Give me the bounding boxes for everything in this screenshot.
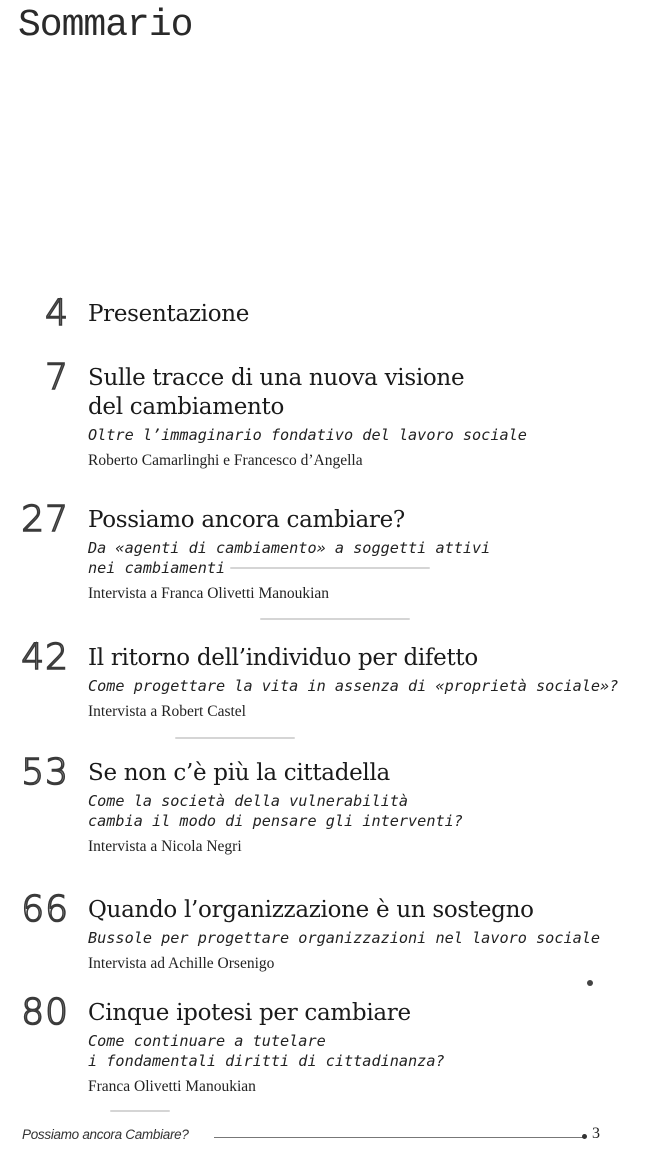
scan-smudge (110, 1110, 170, 1112)
entry-title (88, 896, 648, 925)
entry-title-line: Se non c’è più la cittadella (88, 760, 390, 786)
page-title: Sommario (18, 4, 193, 47)
page-number: 53 (21, 752, 69, 793)
scan-smudge (230, 567, 430, 569)
page-number: 4 (45, 293, 69, 334)
entry-content (88, 896, 648, 974)
entry-title (88, 999, 648, 1028)
entry-subtitle-line: Bussole per progettare organizzazioni nel lavoro sociale (88, 929, 601, 947)
footer-page-number: 3 (592, 1125, 600, 1142)
entry-author: Intervista a Nicola Negri (88, 838, 242, 855)
entry-title-line: del cambiamento (88, 394, 285, 420)
entry-title-line: Possiamo ancora cambiare? (88, 507, 405, 533)
entry-content (88, 644, 648, 722)
footer-rule (214, 1137, 584, 1138)
entry-subtitle (88, 425, 648, 445)
entry-title (88, 364, 648, 422)
entry-subtitle (88, 1031, 648, 1071)
entry-author: Intervista a Robert Castel (88, 703, 246, 720)
entry-subtitle-line: Oltre l’immaginario fondativo del lavoro sociale (88, 426, 527, 444)
scan-smudge (260, 618, 410, 620)
entry-title-line: Presentazione (88, 301, 250, 327)
entry-title (88, 644, 648, 673)
entry-title-line: Cinque ipotesi per cambiare (88, 1000, 411, 1026)
entry-title-line: Sulle tracce di una nuova visione (88, 365, 465, 391)
footer-title: Possiamo ancora Cambiare? (22, 1127, 189, 1142)
entry-content (88, 364, 648, 471)
entry-subtitle-line: Come progettare la vita in assenza di «proprietà sociale»? (88, 677, 619, 695)
entry-content (88, 300, 648, 329)
entry-subtitle (88, 538, 648, 578)
entry-subtitle-line: i fondamentali diritti di cittadinanza? (88, 1052, 445, 1070)
entry-title (88, 759, 648, 788)
entry-title (88, 506, 648, 535)
page-number: 27 (21, 499, 69, 540)
page-footer (22, 1126, 634, 1148)
entry-subtitle-line: Come continuare a tutelare (88, 1032, 326, 1050)
scan-smudge (175, 737, 295, 739)
entry-subtitle-line: Da «agenti di cambiamento» a soggetti attivi (88, 539, 491, 557)
entry-author: Franca Olivetti Manoukian (88, 1078, 256, 1095)
entry-subtitle-line: nei cambiamenti (88, 559, 226, 577)
entry-subtitle (88, 928, 648, 948)
scan-speck (587, 980, 593, 986)
page-number: 80 (21, 992, 69, 1033)
entry-author: Intervista a Franca Olivetti Manoukian (88, 585, 330, 602)
entry-content (88, 506, 648, 604)
entry-content (88, 759, 648, 857)
page-number: 42 (21, 637, 69, 678)
entry-author: Intervista ad Achille Orsenigo (88, 955, 275, 972)
entry-author: Roberto Camarlinghi e Francesco d’Angella (88, 452, 363, 469)
entry-subtitle-line: cambia il modo di pensare gli interventi? (88, 812, 463, 830)
entry-subtitle-line: Come la società della vulnerabilità (88, 792, 409, 810)
footer-bullet-icon (582, 1134, 587, 1139)
entry-subtitle (88, 676, 648, 696)
entry-subtitle (88, 791, 648, 831)
page-number: 66 (21, 889, 69, 930)
page-number: 7 (45, 357, 69, 398)
entry-title-line: Il ritorno dell’individuo per difetto (88, 645, 478, 671)
entry-title-line: Quando l’organizzazione è un sostegno (88, 897, 534, 923)
entry-title (88, 300, 648, 329)
entry-content (88, 999, 648, 1097)
